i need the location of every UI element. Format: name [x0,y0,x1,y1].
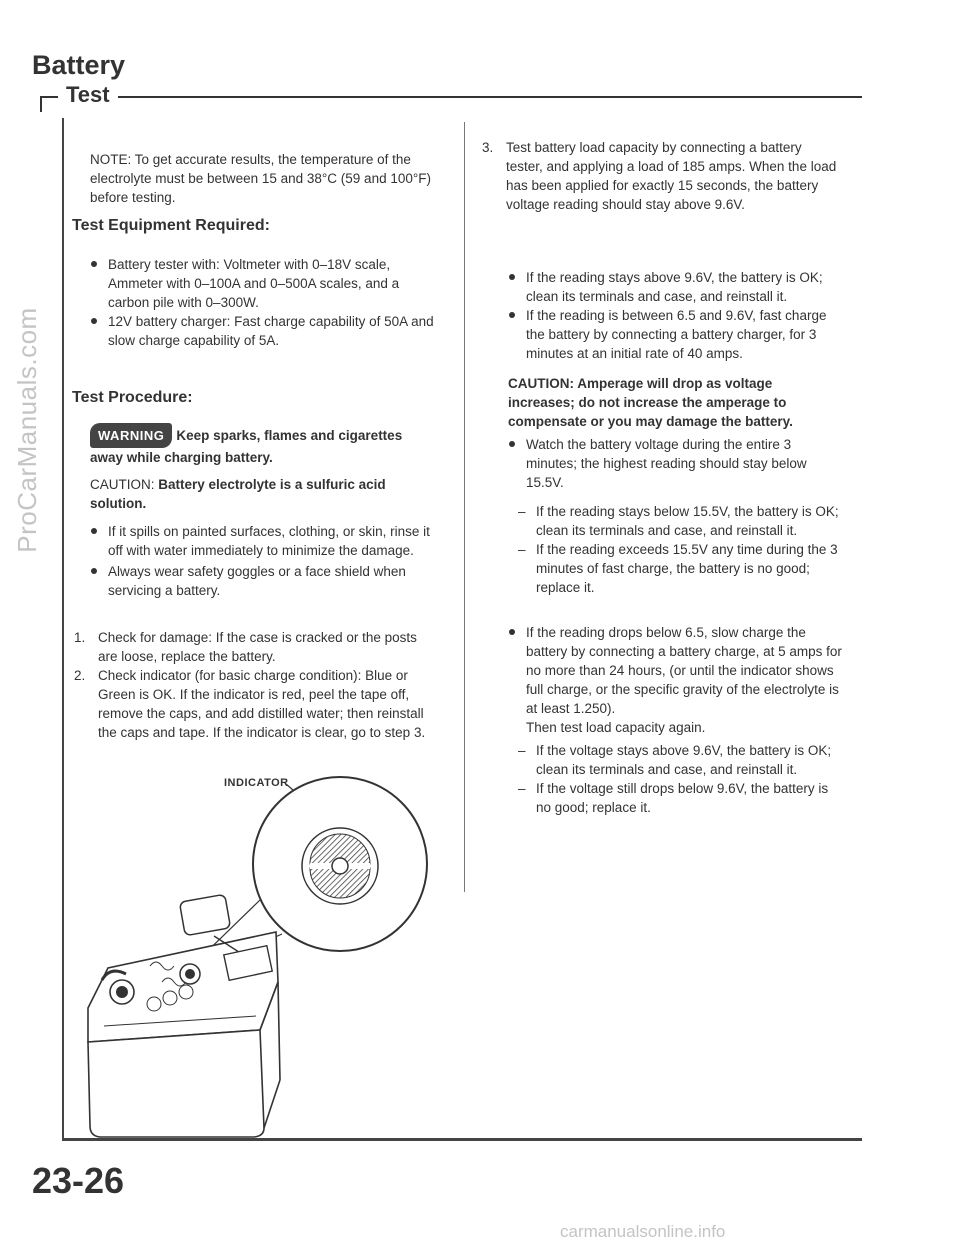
frame-bottom-rule [62,1138,862,1141]
caution-label: CAUTION: [90,477,155,492]
step-text: Check for damage: If the case is cracked or the posts are loose, replace the battery. [98,630,417,664]
result-dash-item: – If the reading stays below 15.5V, the battery is OK; clean its terminals and case, and reinstall it. [518,502,842,540]
warning-paragraph [90,423,435,467]
equipment-heading: Test Equipment Required: [72,217,270,234]
page-title: Battery [32,50,126,80]
step-item [74,666,436,742]
warning-badge: WARNING [90,423,172,448]
caution-bullet: If it spills on painted surfaces, clothing, or skin, rinse it off with water immediately to minimize the damage. [90,522,435,560]
slow-charge-bullet: If the reading drops below 6.5, slow charge the battery by connecting a battery charge, at 5 amps for no more than 24 hours, (or until the indicator shows full charge, or the specific gravity of the electrolyte is at least 1.250). [508,623,842,718]
procedure-heading: Test Procedure: [72,389,193,406]
column-divider [464,122,465,892]
slow-charge-block [508,623,842,737]
step3 [482,138,842,214]
step-text: Test battery load capacity by connecting a battery tester, and applying a load of 185 amps. When the load has been applied for exactly 15 seconds, the battery voltage reading should stay above 9.6V. [506,140,837,212]
final-results [518,741,842,817]
warning-text: Keep sparks, flames and cigarettes away while charging battery. [90,428,403,465]
note-text [90,150,435,207]
caution-bullet: Always wear safety goggles or a face shield when servicing a battery. [90,562,435,600]
watch-block [508,435,842,492]
indicator-label: INDICATOR [224,777,289,789]
page-number: 23-26 [32,1160,125,1201]
reading-bullet: If the reading is between 6.5 and 9.6V, fast charge the battery by connecting a battery charger, for 3 minutes at an initial rate of 40 amps. [508,306,842,363]
result-dash-item: – If the voltage still drops below 9.6V, the battery is no good; replace it. [518,779,842,817]
amperage-caution: CAUTION: Amperage will drop as voltage increases; do not increase the amperage to compensate or you may damage the battery. [508,376,793,429]
reading-bullet: If the reading stays above 9.6V, the battery is OK; clean its terminals and case, and reinstall it. [508,268,842,306]
caution-text: Battery electrolyte is a sulfuric acid solution. [90,477,386,511]
steps-list [74,628,436,742]
warning-block [90,423,435,467]
step-item [74,628,436,666]
caution-bullets [90,522,435,600]
equipment-item: 12V battery charger: Fast charge capability of 50A and slow charge capability of 5A. [90,312,435,350]
battery-illustration [64,760,464,1138]
caution-block [90,475,435,513]
equipment-list [90,255,435,350]
caution-paragraph [90,475,435,513]
step-number: 3. [482,140,494,155]
step-text: Check indicator (for basic charge condition): Blue or Green is OK. If the indicator is red, peel the tape off, remove the caps, and add distilled water; then reinstall the caps and tape. If the indicator is clear, go to step 3. [98,668,426,740]
section-rule-corner [40,96,42,112]
reading-bullets [508,268,842,363]
step-item [482,138,842,214]
side-watermark: ProCarManuals.com [12,307,42,553]
fast-charge-results [518,502,842,597]
equipment-item: Battery tester with: Voltmeter with 0–18V scale, Ammeter with 0–100A and 0–500A scales, and a carbon pile with 0–300W. [90,255,435,312]
step-number: 1. [74,630,86,645]
note-paragraph: NOTE: To get accurate results, the temperature of the electrolyte must be between 15 and 38°C (59 and 100°F) before testing. [90,152,432,205]
section-heading: Test [58,82,118,108]
watch-bullet: Watch the battery voltage during the entire 3 minutes; the highest reading should stay below 15.5V. [508,435,842,492]
result-dash-item: – If the reading exceeds 15.5V any time during the 3 minutes of fast charge, the battery is no good; replace it. [518,540,842,597]
bottom-watermark: carmanualsonline.info [560,1222,726,1241]
retest-text: Then test load capacity again. [526,720,706,735]
step-number: 2. [74,668,86,683]
section-rule [40,96,862,98]
result-dash-item: – If the voltage stays above 9.6V, the battery is OK; clean its terminals and case, and reinstall it. [518,741,842,779]
